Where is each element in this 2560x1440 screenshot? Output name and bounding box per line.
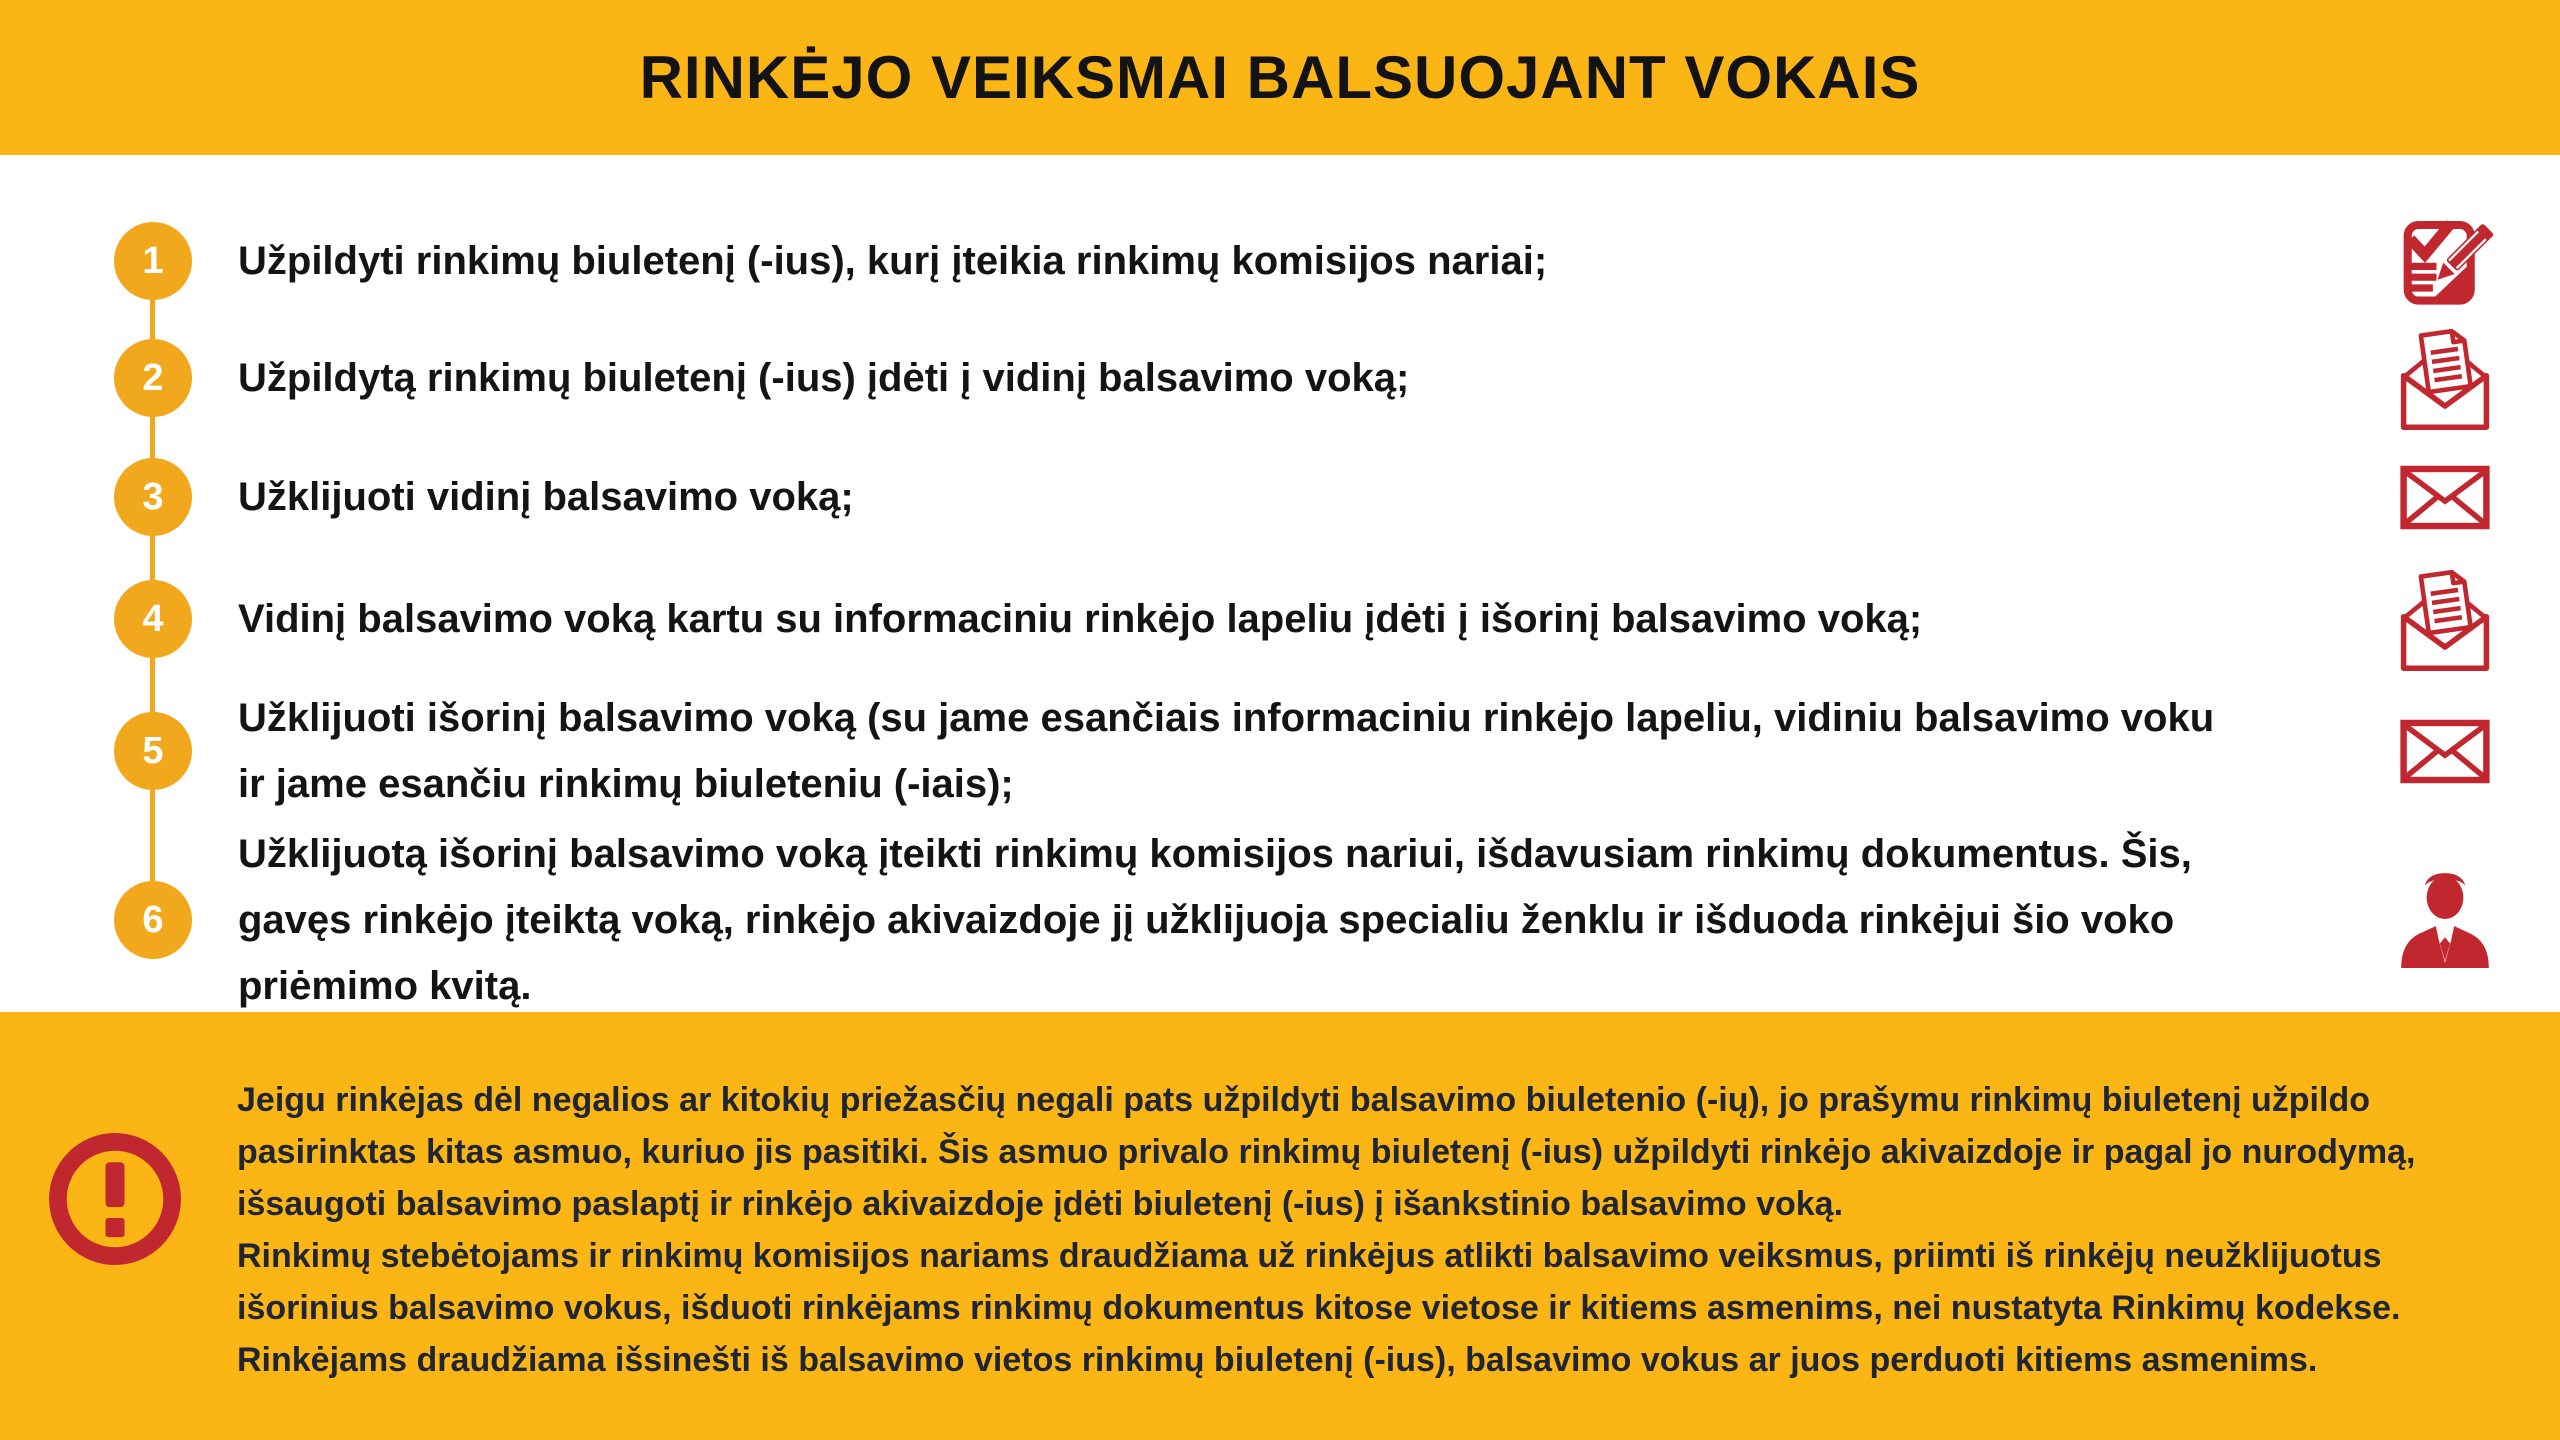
step-number-badge: 6 xyxy=(114,881,192,959)
step-number-badge: 1 xyxy=(114,222,192,300)
sealed-envelope-icon xyxy=(2399,464,2491,531)
sealed-envelope-icon xyxy=(2399,718,2491,785)
step-number-badge: 3 xyxy=(114,458,192,536)
notice-band xyxy=(0,1012,2560,1440)
exclamation-circle-icon xyxy=(47,1131,183,1267)
step-number-badge: 5 xyxy=(114,712,192,790)
step-row-3 xyxy=(0,437,2560,557)
step-row-1 xyxy=(0,213,2560,309)
step-row-5 xyxy=(0,681,2560,821)
page-title: RINKĖJO VEIKSMAI BALSUOJANT VOKAIS xyxy=(639,44,1921,111)
step-number-badge: 2 xyxy=(114,339,192,417)
notice-paragraph: Rinkimų stebėtojams ir rinkimų komisijos nariams draudžiama už rinkėjus atlikti balsavimo veiksmus, priimti iš rinkėjų neužklijuotus išorinius balsavimo vokus, išduoti rinkėjams rinkimų dokumentus kitose vietose ir kitiems asmenims, nei nustatyta Rinkimų kodekse. xyxy=(237,1237,2401,1327)
person-icon xyxy=(2394,869,2496,971)
step-text: Užpildyti rinkimų biuletenį (-ius), kurį įteikia rinkimų komisijos nariai; xyxy=(238,239,1548,283)
step-text: Užklijuoti vidinį balsavimo voką; xyxy=(238,475,854,519)
notice-paragraph: Rinkėjams draudžiama išsinešti iš balsavimo vietos rinkimų biuletenį (-ius), balsavimo vokus ar juos perduoti kitiems asmenims. xyxy=(237,1341,2318,1379)
step-row-4 xyxy=(0,557,2560,681)
notice-text xyxy=(0,1012,2560,1386)
open-envelope-letter-icon xyxy=(2399,325,2491,431)
steps-section xyxy=(0,155,2560,1012)
open-envelope-letter-icon xyxy=(2399,566,2491,672)
step-row-6 xyxy=(0,821,2560,1019)
step-number-badge: 4 xyxy=(114,580,192,658)
notice-paragraph: Jeigu rinkėjas dėl negalios ar kitokių priežasčių negali pats užpildyti balsavimo biuletenio (-ių), jo prašymu rinkimų biuletenį užpildo pasirinktas kitas asmuo, kuriuo jis pasitiki. Šis asmuo privalo rinkimų biuletenį (-ius) užpildyti rinkėjo akivaizdoje ir pagal jo nurodymą, išsaugoti balsavimo paslaptį ir rinkėjo akivaizdoje įdėti biuletenį (-ius) į išankstinio balsavimo voką. xyxy=(237,1081,2416,1223)
step-text: Užklijuotą išorinį balsavimo voką įteikti rinkimų komisijos nariui, išdavusiam rinkimų dokumentus. Šis, gavęs rinkėjo įteiktą voką, rinkėjo akivaizdoje jį užklijuoja specialiu ženklu ir išduoda rinkėjui šio voko priėmimo kvitą. xyxy=(238,832,2192,1008)
step-text: Vidinį balsavimo voką kartu su informaciniu rinkėjo lapeliu įdėti į išorinį balsavimo voką; xyxy=(238,597,1923,641)
step-text: Užklijuoti išorinį balsavimo voką (su jame esančiais informaciniu rinkėjo lapeliu, vidiniu balsavimo voku ir jame esančiu rinkimų biuleteniu (-iais); xyxy=(238,696,2215,806)
ballot-check-pencil-icon xyxy=(2398,216,2493,306)
header-band xyxy=(0,0,2560,155)
step-text: Užpildytą rinkimų biuletenį (-ius) įdėti į vidinį balsavimo voką; xyxy=(238,356,1410,400)
step-row-2 xyxy=(0,319,2560,437)
